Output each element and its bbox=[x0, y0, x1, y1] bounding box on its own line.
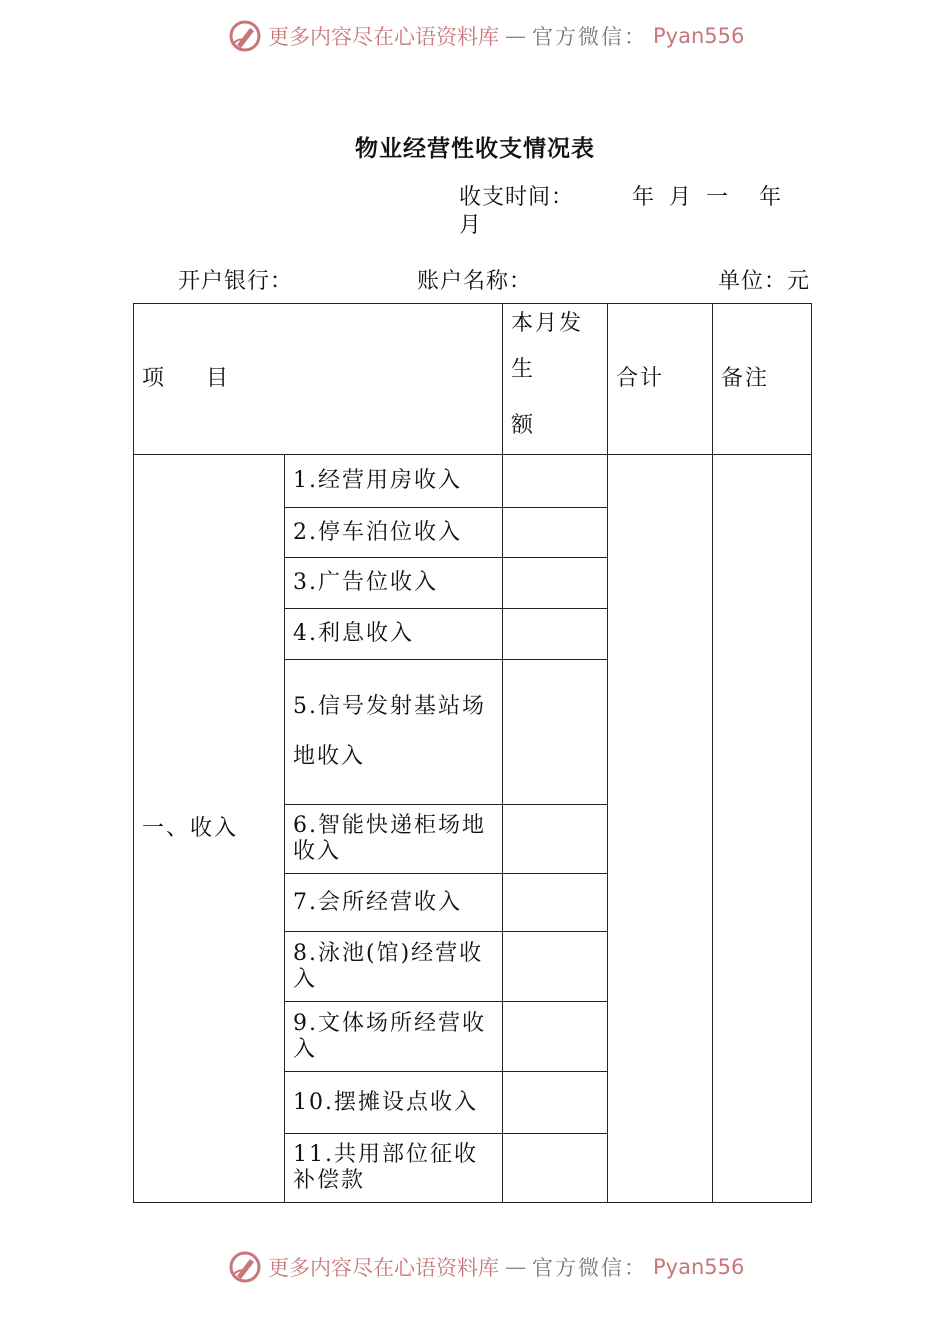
watermark-site: 更多内容尽在心语资料库 bbox=[268, 1256, 499, 1280]
watermark-wechat: Pyan556 bbox=[653, 1255, 745, 1279]
row-amount-cell bbox=[503, 1134, 608, 1203]
row-amount-cell bbox=[503, 558, 608, 609]
period-month-end: 月 bbox=[459, 213, 483, 238]
watermark-official: 官方微信： bbox=[532, 25, 647, 49]
pen-in-circle-logo-icon bbox=[228, 1250, 262, 1284]
pen-in-circle-logo-icon bbox=[228, 19, 262, 53]
row-amount-cell bbox=[503, 660, 608, 805]
row-amount-cell bbox=[503, 805, 608, 874]
income-expense-table bbox=[133, 303, 812, 1203]
row-amount-cell bbox=[503, 609, 608, 660]
period-month-start: 月 bbox=[669, 185, 693, 210]
row-item: 4.利息收入 bbox=[285, 609, 503, 660]
period-line bbox=[459, 184, 789, 240]
bank-label: 开户银行： bbox=[178, 269, 294, 294]
row-item: 3.广告位收入 bbox=[285, 558, 503, 609]
header-amount-line2: 生 bbox=[511, 357, 536, 382]
category-income: 一、收入 bbox=[134, 455, 285, 1203]
row-item: 7.会所经营收入 bbox=[285, 874, 503, 932]
header-item-b: 目 bbox=[206, 366, 231, 391]
header-amount-line1: 本月发 bbox=[511, 311, 584, 336]
header-item-a: 项 bbox=[142, 366, 167, 391]
total-cell bbox=[608, 455, 713, 1203]
period-year-end: 年 bbox=[759, 185, 783, 210]
header-item bbox=[134, 304, 503, 455]
remark-cell bbox=[713, 455, 812, 1203]
table-row bbox=[134, 455, 812, 508]
period-year-start: 年 bbox=[632, 185, 656, 210]
unit-label: 单位：元 bbox=[718, 269, 811, 294]
row-amount-cell bbox=[503, 1002, 608, 1072]
table-header-row bbox=[134, 304, 812, 455]
document-title: 物业经营性收支情况表 bbox=[355, 136, 595, 162]
row-item: 10.摆摊设点收入 bbox=[285, 1072, 503, 1134]
row-amount-cell bbox=[503, 932, 608, 1002]
period-dash: 一 bbox=[706, 185, 730, 210]
row-amount-cell bbox=[503, 1072, 608, 1134]
row-item: 6.智能快递柜场地收入 bbox=[285, 805, 503, 874]
row-item: 9.文体场所经营收入 bbox=[285, 1002, 503, 1072]
period-label: 收支时间： bbox=[459, 185, 575, 210]
header-remark: 备注 bbox=[713, 304, 812, 455]
header-total: 合计 bbox=[608, 304, 713, 455]
watermark-site: 更多内容尽在心语资料库 bbox=[268, 25, 499, 49]
watermark-banner-bottom bbox=[228, 1249, 744, 1285]
account-name-label: 账户名称： bbox=[417, 269, 533, 294]
watermark-separator: — bbox=[505, 24, 526, 48]
row-item: 8.泳池(馆)经营收入 bbox=[285, 932, 503, 1002]
row-item: 2.停车泊位收入 bbox=[285, 508, 503, 558]
row-item: 1.经营用房收入 bbox=[285, 455, 503, 508]
row-amount-cell bbox=[503, 455, 608, 508]
watermark-wechat: Pyan556 bbox=[653, 24, 745, 48]
header-amount-line3: 额 bbox=[511, 413, 536, 438]
row-amount-cell bbox=[503, 874, 608, 932]
watermark-official: 官方微信： bbox=[532, 1256, 647, 1280]
row-item: 5.信号发射基站场地收入 bbox=[285, 660, 503, 805]
watermark-separator: — bbox=[505, 1255, 526, 1279]
header-amount bbox=[503, 304, 608, 455]
row-amount-cell bbox=[503, 508, 608, 558]
watermark-banner-top bbox=[228, 18, 744, 54]
row-item: 11.共用部位征收补偿款 bbox=[285, 1134, 503, 1203]
